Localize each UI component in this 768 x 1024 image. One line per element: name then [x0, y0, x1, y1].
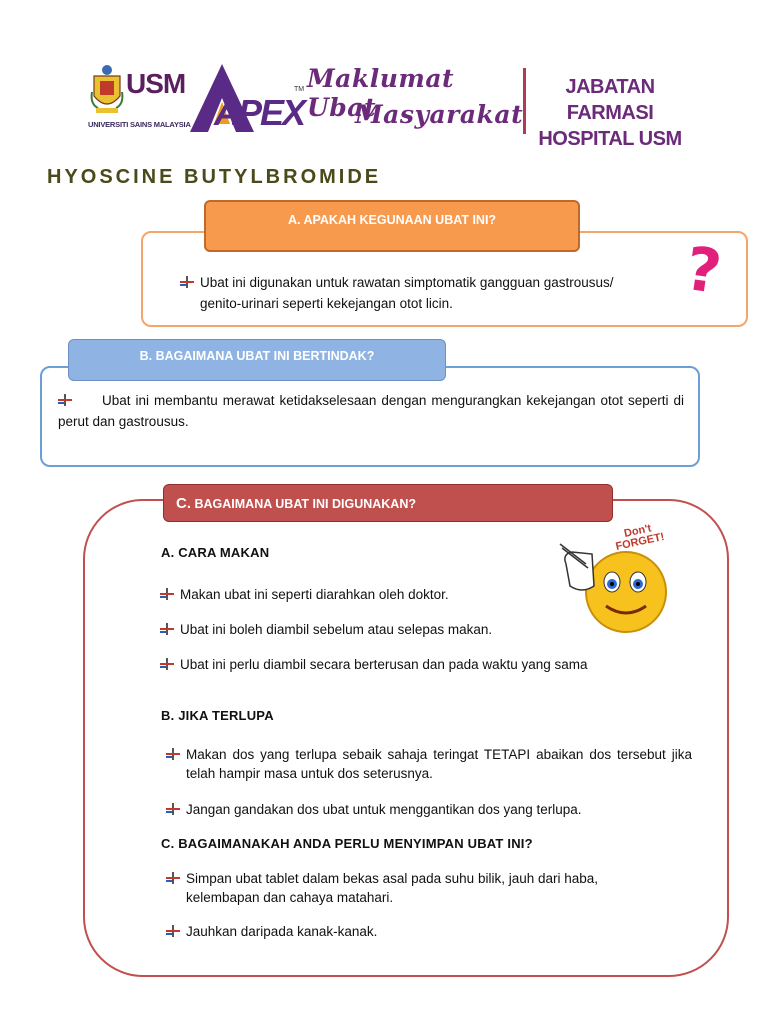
arrow-bullet-icon [160, 658, 174, 670]
section-a-line1: Ubat ini digunakan untuk rawatan simptomatik gangguan gastrousus/ [200, 275, 614, 290]
apex-tm: TM [294, 86, 305, 93]
arrow-bullet-icon [166, 872, 180, 884]
section-c-title: BAGAIMANA UBAT INI DIGUNAKAN? [194, 497, 416, 511]
cara-makan-item-1: Makan ubat ini seperti diarahkan oleh doktor. [180, 587, 449, 602]
simpan-item-2: Jauhkan daripada kanak-kanak. [186, 924, 378, 939]
arrow-bullet-icon [166, 748, 180, 760]
jika-terlupa-item-1: Makan dos yang terlupa sebaik sahaja teringat TETAPI abaikan dos tersebut jika telah hampir masa untuk dos seterusnya. [186, 747, 692, 781]
simpan-title: C. BAGAIMANAKAH ANDA PERLU MENYIMPAN UBAT INI? [161, 836, 533, 851]
arrow-bullet-icon [160, 623, 174, 635]
drug-title: HYOSCINE BUTYLBROMIDE [47, 166, 382, 188]
section-c-letter: C. [176, 495, 191, 512]
section-a-line2: genito-urinari seperti kekejangan otot licin. [200, 296, 453, 311]
program-title-line2: Masyarakat [355, 100, 524, 129]
list-item [166, 922, 377, 941]
jika-terlupa-item-2: Jangan gandakan dos ubat untuk menggantikan dos yang terlupa. [186, 802, 582, 817]
list-item [160, 585, 449, 604]
list-item [160, 620, 492, 639]
section-a-text [180, 272, 680, 314]
department-name [530, 74, 690, 152]
list-item [166, 745, 692, 783]
arrow-bullet-icon [160, 588, 174, 600]
header-divider [523, 68, 526, 134]
section-b-paragraph: Ubat ini membantu merawat ketidakselesaan dengan mengurangkan kekejangan otot seperti di perut dan gastrousus. [58, 393, 684, 429]
arrow-bullet-icon [166, 925, 180, 937]
arrow-bullet-icon [180, 276, 194, 288]
department-line2: HOSPITAL USM [538, 128, 682, 150]
program-title-line1: Maklumat Ubat [307, 64, 455, 122]
dont-forget-smiley-icon [556, 524, 676, 634]
section-c-heading [163, 484, 613, 522]
usm-crest-icon [90, 62, 124, 116]
section-a-heading: A. APAKAH KEGUNAAN UBAT INI? [204, 200, 580, 252]
list-item [160, 655, 588, 674]
usm-logo [88, 62, 191, 134]
cara-makan-title: A. CARA MAKAN [161, 545, 270, 560]
simpan-item-1: Simpan ubat tablet dalam bekas asal pada suhu bilik, jauh dari haba, kelembapan dan cahaya matahari. [186, 871, 599, 905]
question-mark-icon: ? [681, 233, 726, 309]
list-item [166, 800, 582, 819]
usm-short-text: USM [126, 68, 186, 99]
cara-makan-item-2: Ubat ini boleh diambil sebelum atau selepas makan. [180, 622, 493, 637]
program-title [305, 64, 524, 136]
list-item [166, 869, 666, 907]
apex-text: APEX [214, 92, 305, 133]
usm-full-name: UNIVERSITI SAINS MALAYSIA [88, 120, 191, 129]
cara-makan-item-3: Ubat ini perlu diambil secara berterusan dan pada waktu yang sama [180, 657, 588, 672]
apex-logo [188, 62, 305, 134]
section-b-heading: B. BAGAIMANA UBAT INI BERTINDAK? [68, 339, 446, 381]
arrow-bullet-icon [166, 803, 180, 815]
section-b-text [58, 390, 684, 432]
arrow-bullet-icon [58, 394, 72, 406]
department-line1: JABATAN FARMASI [565, 76, 655, 124]
jika-terlupa-title: B. JIKA TERLUPA [161, 708, 274, 723]
dont-forget-label: Don't FORGET! [614, 522, 666, 553]
